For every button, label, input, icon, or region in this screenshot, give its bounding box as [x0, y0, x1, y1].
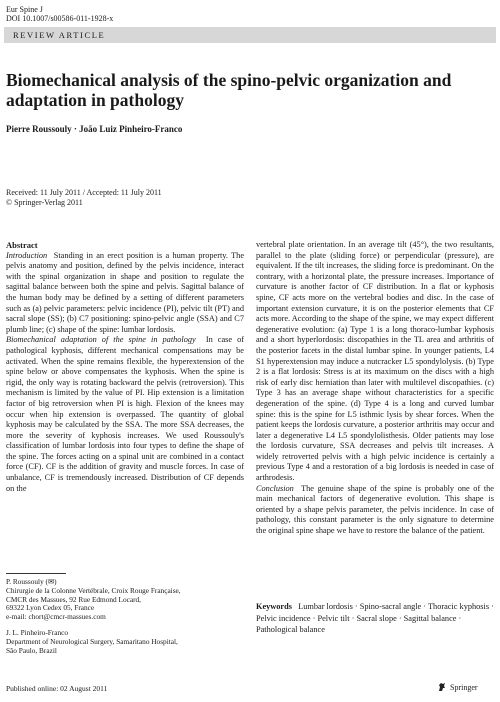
affiliation-1 — [6, 578, 244, 622]
article-dates — [6, 188, 162, 208]
copyright: © Springer-Verlag 2011 — [6, 198, 83, 207]
article-type-label: REVIEW ARTICLE — [13, 30, 106, 40]
abstract-continued: vertebral plate orientation. In an average tilt (45°), the two resultants, parallel to the plate (sliding force) or perpendicular (pressure), are equivalent. If the tilt increases, the sliding force is predominant. On the contrary, with a horizontal plate, the pressure increases. Importance of curvature is another factor of CF distribution. In a flat or kyphosis spine, CF acts more on the vertebral bodies and disc. In the case of important extension curvature, it is on the posterior elements that CF acts more. According to the shape of the spine, we may expect different degenerative evolution: (a) Type 1 is a long thoraco-lumbar kyphosis and a short hyperlordosis: discopathies in the TL area and arthritis of the posterior facets in the distal lumbar spine. In younger patients, L4 S1 hyperextension may induce a nutcracker L5 spondylolysis. (b) Type 2 is a flat lordosis: Stress is at its maximum on the discs with a high risk of early disc herniation than later with multilevel discopathies. (c) Type 3 has an average shape without characteristics for a specific degeneration of the spine. (d) Type 4 is a long and curved lumbar spine: this is the spine for L5 isthmic lysis by shear forces. When the patient keeps the lordosis curvature, a posterior arthritis may occur and later a degenerative L4 L5 spondylolisthesis. Older patients may lose the lordosis curvature, SSA decreases and pelvis tilt increases. A widely retroverted pelvis with a high pelvic incidence is certainly a previous Type 4 and a restoration of a big lordosis is needed in case of arthrodesis. — [256, 240, 494, 483]
article-type-banner — [4, 27, 496, 43]
abstract-biomechanical — [6, 335, 244, 494]
abstract-heading: Abstract — [6, 240, 38, 250]
published-online: Published online: 02 August 2011 — [6, 684, 108, 693]
affiliation-2 — [6, 629, 244, 655]
affiliation-2-line: São Paulo, Brazil — [6, 645, 57, 655]
affiliation-2-line: Department of Neurological Surgery, Samaritano Hospital, — [6, 636, 178, 646]
publisher-logo — [437, 682, 478, 692]
keywords-text: Lumbar lordosis · Spino-sacral angle · Thoracic kyphosis · Pelvic incidence · Pelvic tilt · Sacral slope · Sagittal balance · Pathological balance — [256, 602, 494, 634]
springer-horse-icon — [437, 682, 447, 692]
affiliation-1-email[interactable]: e-mail: chort@cmcr-massues.com — [6, 612, 106, 622]
introduction-label: Introduction — [6, 250, 48, 260]
abstract-introduction — [6, 251, 244, 336]
left-column — [6, 240, 244, 494]
journal-name: Eur Spine J — [6, 5, 43, 14]
publisher-name: Springer — [450, 682, 478, 692]
biomechanical-label: Biomechanical adaptation of the spine in pathology — [6, 335, 196, 345]
received-accepted: Received: 11 July 2011 / Accepted: 11 July 2011 — [6, 188, 162, 197]
footnote-divider — [6, 573, 66, 574]
affiliation-1-name: P. Roussouly (✉) — [6, 577, 57, 586]
article-title: Biomechanical analysis of the spino-pelvic organization and adaptation in pathology — [6, 70, 452, 110]
affiliation-1-line: 69322 Lyon Cedex 05, France — [6, 603, 95, 613]
biomechanical-text: In case of pathological kyphosis, different mechanical compensations may be activated. When the spine remains flexible, the hyperextension of the spine below or above compensates the kyphosis. When the spine is rigid, the only way is rotating backward the pelvis (retroversion). This mechanism is limited by the value of PI. Hip extension is a limitation factor of big retroversion when PI is high. Flexion of the knees may occur when hip extension is overpassed. The quantity of global kyphosis may be calculated by the SSA. The more SSA decreases, the more the severity of kyphosis increases. We used Roussouly's classification of lumbar lordosis into four types to define the shape of the spine. The forces acting on a spinal unit are combined in a contact force (CF). CF is the addition of gravity and muscle forces. In case of unbalance, CF is tremendously increased. Distribution of CF depends on the — [6, 335, 244, 493]
keywords-label: Keywords — [256, 602, 292, 611]
affiliation-1-line: Chirurgie de la Colonne Vertébrale, Croix Rouge Française, — [6, 585, 181, 595]
abstract-conclusion — [256, 484, 494, 537]
keywords — [256, 601, 496, 636]
conclusion-label: Conclusion — [256, 483, 294, 493]
conclusion-text: The genuine shape of the spine is probably one of the main mechanical factors of degenerative evolution. This shape is oriented by a shape pelvis parameter, the pelvis incidence. In case of pathology, this constant parameter is the only signature to determine the original spine shape we have to restore the balance of the patient. — [256, 483, 494, 536]
affiliation-2-name: J. L. Pinheiro-Franco — [6, 628, 69, 637]
introduction-text: Standing in an erect position is a human property. The pelvis anatomy and position, defined by the pelvis incidence, interact with the spinal organization in shape and position to regulate the sagittal balance between both the spine and pelvis. Sagittal balance of the human body may be defined by a setting of different parameters such as (a) pelvic parameters: pelvic incidence (PI), pelvic tilt (PT) and sacral slope (SS); (b) C7 positioning: spino-pelvic angle (SSA) and C7 plumb line; (c) shape of the spine: lumbar lordosis. — [6, 250, 244, 334]
right-column — [256, 240, 494, 537]
author-list: Pierre Roussouly · João Luiz Pinheiro-Franco — [6, 124, 183, 134]
affiliation-1-line: CMCR des Massues, 92 Rue Edmond Locard, — [6, 594, 141, 604]
doi: DOI 10.1007/s00586-011-1928-x — [6, 14, 114, 23]
